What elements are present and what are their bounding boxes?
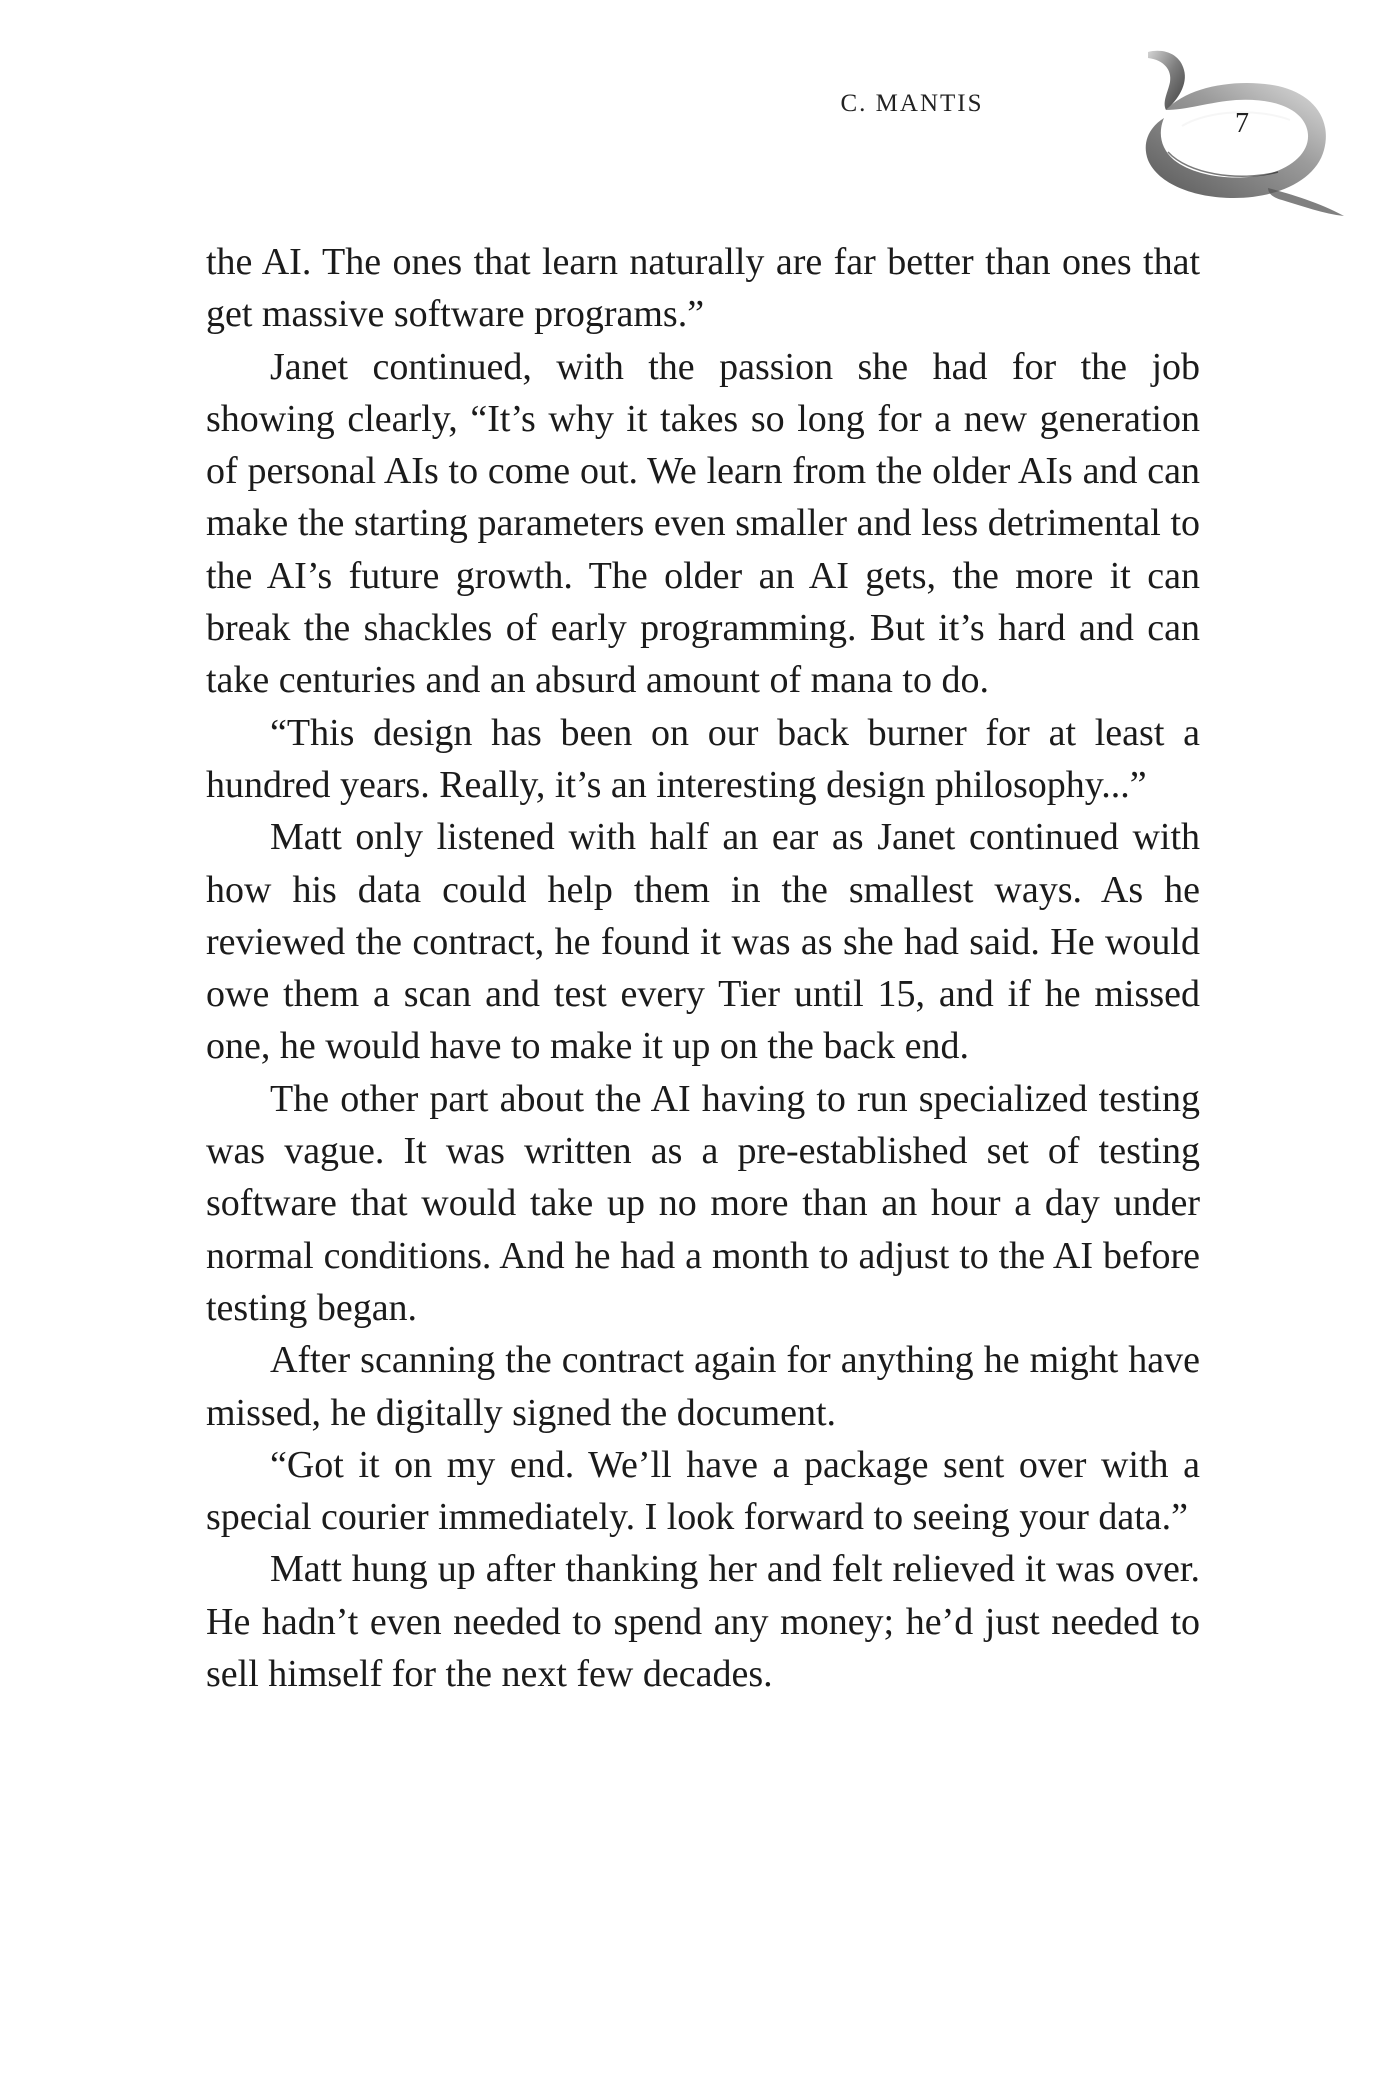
paragraph: Janet continued, with the passion she had for the job showing clearly, “It’s why it takes so long for a new generation of personal AIs to come out. We learn from the older AIs and can make the starting parameters even smaller and less detrimental to the AI’s future growth. The older an AI gets, the more it can break the shackles of early programming. But it’s hard and can take centuries and an absurd amount of mana to do. (206, 345, 1200, 702)
running-head-author: C. MANTIS (840, 90, 984, 117)
paragraph: the AI. The ones that learn naturally are far better than ones that get massive software programs.” (206, 241, 1200, 336)
page-number: 7 (1235, 108, 1249, 139)
paragraph: “This design has been on our back burner for at least a hundred years. Really, it’s an interesting design philosophy...” (206, 711, 1200, 806)
paragraph: Matt hung up after thanking her and felt relieved it was over. He hadn’t even needed to spend any money; he’d just needed to sell himself for the next few decades. (206, 1548, 1200, 1696)
paragraph: Matt only listened with half an ear as Janet continued with how his data could help them in the smallest ways. As he reviewed the contract, he found it was as she had said. He would owe them a scan and test every Tier until 15, and if he missed one, he would have to make it up on the back end. (206, 816, 1200, 1068)
body-text (206, 236, 1200, 1700)
paragraph: The other part about the AI having to run specialized testing was vague. It was written as a pre-established set of testing software that would take up no more than an hour a day under normal conditions. And he had a month to adjust to the AI before testing began. (206, 1077, 1200, 1329)
paragraph: “Got it on my end. We’ll have a package sent over with a special courier immediately. I look forward to seeing your data.” (206, 1443, 1200, 1539)
paragraph: After scanning the contract again for anything he might have missed, he digitally signed the document. (206, 1339, 1200, 1434)
